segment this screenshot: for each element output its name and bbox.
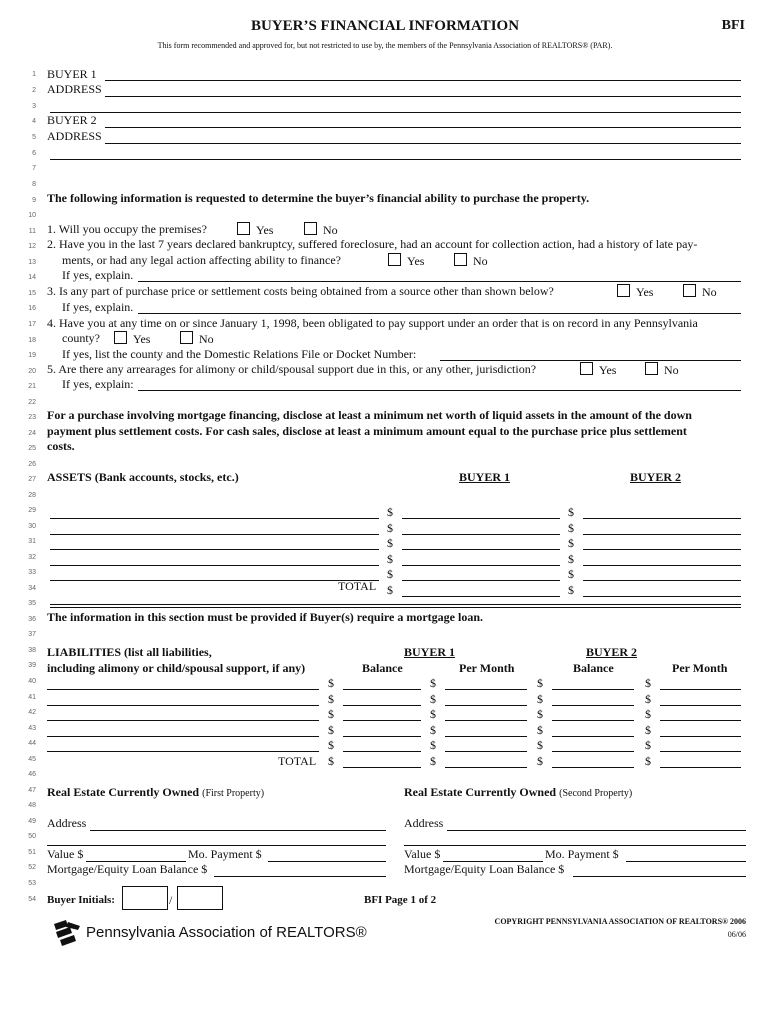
dollar-sign: $ (328, 707, 334, 721)
liability-amount-field[interactable] (660, 767, 741, 768)
line-number: 15 (28, 290, 36, 297)
dollar-sign: $ (568, 567, 574, 581)
buyer2-balance-heading: Balance (573, 661, 614, 675)
q1-yes[interactable]: Yes (237, 222, 273, 238)
buyer-initials-label: Buyer Initials: (47, 894, 115, 906)
section-divider (50, 604, 741, 605)
dollar-sign: $ (430, 738, 436, 752)
liability-amount-field[interactable] (552, 705, 634, 706)
line-number: 31 (28, 538, 36, 545)
checkbox[interactable] (388, 253, 401, 266)
dollar-sign: $ (645, 692, 651, 706)
line-number: 36 (28, 616, 36, 623)
dollar-sign: $ (430, 692, 436, 706)
liability-amount-field[interactable] (660, 689, 741, 690)
asset-description-field[interactable] (50, 534, 379, 535)
line-number: 42 (28, 709, 36, 716)
par-logo-icon (52, 920, 82, 948)
liability-description-field[interactable] (47, 705, 319, 706)
question-1: 1. Will you occupy the premises? (47, 222, 207, 236)
dollar-sign: $ (645, 676, 651, 690)
liability-amount-field[interactable] (660, 751, 741, 752)
question-3: 3. Is any part of purchase price or settlement costs being obtained from a source other than shown below? (47, 284, 554, 298)
dollar-sign: $ (568, 536, 574, 550)
q2-yes[interactable]: Yes (388, 253, 424, 269)
line-number: 37 (28, 631, 36, 638)
form-code: BFI (721, 18, 745, 33)
re1-value-label: Value $ (47, 847, 84, 861)
line-number: 19 (28, 352, 36, 359)
re1-address-field[interactable] (90, 830, 386, 831)
q3-explain-field[interactable] (138, 313, 741, 314)
asset-amount-field[interactable] (402, 596, 560, 597)
liability-amount-field[interactable] (445, 705, 527, 706)
line-number: 47 (28, 787, 36, 794)
line-number: 20 (28, 368, 36, 375)
line-number: 4 (32, 118, 36, 125)
line-number: 24 (28, 430, 36, 437)
line-number: 38 (28, 647, 36, 654)
checkbox[interactable] (454, 253, 467, 266)
question-4-docket: If yes, list the county and the Domestic Relations File or Docket Number: (62, 347, 417, 361)
liability-amount-field[interactable] (552, 767, 634, 768)
line-number: 43 (28, 725, 36, 732)
liability-amount-field[interactable] (445, 767, 527, 768)
line-number: 22 (28, 399, 36, 406)
buyer2-label: BUYER 2 (47, 113, 97, 127)
re2-address-field-2[interactable] (404, 845, 746, 846)
re2-mo-payment-field[interactable] (626, 861, 746, 862)
mortgage-required-note: The information in this section must be provided if Buyer(s) require a mortgage loan. (47, 610, 483, 624)
liability-amount-field[interactable] (343, 720, 421, 721)
dollar-sign: $ (387, 552, 393, 566)
line-number: 33 (28, 569, 36, 576)
real-estate-first-heading: Real Estate Currently Owned (First Property) (47, 785, 265, 799)
line-number: 6 (32, 150, 36, 157)
line-number: 5 (32, 134, 36, 141)
re2-address-field[interactable] (447, 830, 746, 831)
par-logo-text: Pennsylvania Association of REALTORS® (86, 924, 367, 941)
dollar-sign: $ (430, 676, 436, 690)
dollar-sign: $ (328, 738, 334, 752)
question-5: 5. Are there any arrearages for alimony or child/spousal support due in this, or any other, jurisdiction? (47, 362, 537, 376)
checkbox[interactable] (617, 284, 630, 297)
line-number: 11 (28, 228, 36, 235)
line-number: 18 (28, 337, 36, 344)
liability-amount-field[interactable] (552, 751, 634, 752)
re2-mo-payment-label: Mo. Payment $ (545, 847, 619, 861)
buyer1-initials-box[interactable] (122, 886, 168, 910)
question-2-line1: 2. Have you in the last 7 years declared bankruptcy, suffered foreclosure, had an account for collection action, had a history of late pay- (47, 237, 698, 251)
checkbox[interactable] (645, 362, 658, 375)
dollar-sign: $ (537, 707, 543, 721)
liability-amount-field[interactable] (343, 767, 421, 768)
re1-loan-field[interactable] (214, 876, 386, 877)
assets-buyer2-heading: BUYER 2 (630, 470, 682, 484)
form-date: 06/06 (727, 930, 746, 939)
dollar-sign: $ (328, 676, 334, 690)
liability-amount-field[interactable] (343, 736, 421, 737)
dollar-sign: $ (328, 723, 334, 737)
liability-amount-field[interactable] (445, 689, 527, 690)
dollar-sign: $ (537, 754, 543, 768)
dollar-sign: $ (645, 738, 651, 752)
line-number: 48 (28, 802, 36, 809)
re2-loan-field[interactable] (573, 876, 746, 877)
question-5-explain: If yes, explain: (62, 377, 134, 391)
question-4-line1: 4. Have you at any time on or since January 1, 1998, been obligated to pay support under an order that is on record in any Pennsylvania (47, 316, 698, 330)
line-number: 53 (28, 880, 36, 887)
line-number: 32 (28, 554, 36, 561)
q2-explain-field[interactable] (138, 281, 741, 282)
dollar-sign: $ (645, 754, 651, 768)
line-number: 8 (32, 181, 36, 188)
question-4-line2: county? (62, 331, 100, 345)
line-number: 44 (28, 740, 36, 747)
q5-yes[interactable]: Yes (580, 362, 616, 378)
liabilities-buyer1-heading: BUYER 1 (404, 645, 456, 659)
buyer2-field[interactable] (105, 127, 741, 128)
buyer1-address-label: ADDRESS (47, 82, 102, 96)
asset-description-field[interactable] (50, 580, 379, 581)
liability-amount-field[interactable] (660, 720, 741, 721)
checkbox[interactable] (304, 222, 317, 235)
buyer2-address-field-2[interactable] (50, 159, 741, 160)
real-estate-second-heading: Real Estate Currently Owned (Second Property) (404, 785, 633, 799)
line-number: 52 (28, 864, 36, 871)
liability-amount-field[interactable] (552, 736, 634, 737)
line-number: 54 (28, 896, 36, 903)
buyer2-per-month-heading: Per Month (672, 661, 728, 675)
dollar-sign: $ (537, 692, 543, 706)
liability-amount-field[interactable] (343, 751, 421, 752)
dollar-sign: $ (430, 707, 436, 721)
line-number: 1 (32, 71, 36, 78)
liability-amount-field[interactable] (445, 751, 527, 752)
question-3-explain: If yes, explain. (62, 300, 134, 314)
line-number: 7 (32, 165, 36, 172)
checkbox[interactable] (180, 331, 193, 344)
dollar-sign: $ (430, 754, 436, 768)
asset-amount-field[interactable] (402, 518, 560, 519)
q4-docket-field[interactable] (440, 360, 741, 361)
dollar-sign: $ (328, 754, 334, 768)
page-number: BFI Page 1 of 2 (364, 894, 437, 906)
assets-total-label: TOTAL (338, 579, 377, 593)
liability-amount-field[interactable] (552, 689, 634, 690)
dollar-sign: $ (568, 583, 574, 597)
dollar-sign: $ (568, 505, 574, 519)
dollar-sign: $ (568, 552, 574, 566)
line-number: 13 (28, 259, 36, 266)
re2-value-label: Value $ (404, 847, 441, 861)
line-number: 21 (28, 383, 36, 390)
dollar-sign: $ (387, 583, 393, 597)
q4-no[interactable]: No (180, 331, 214, 347)
line-number: 27 (28, 476, 36, 483)
initials-slash: / (169, 893, 173, 907)
buyer2-address-field[interactable] (105, 143, 741, 144)
q3-no[interactable]: No (683, 284, 717, 300)
re1-mo-payment-field[interactable] (268, 861, 386, 862)
asset-amount-field[interactable] (402, 549, 560, 550)
buyer1-address-field[interactable] (105, 96, 741, 97)
liability-description-field[interactable] (47, 736, 319, 737)
dollar-sign: $ (537, 676, 543, 690)
question-2-explain: If yes, explain. (62, 268, 134, 282)
dollar-sign: $ (387, 536, 393, 550)
asset-amount-field[interactable] (402, 534, 560, 535)
liability-amount-field[interactable] (343, 705, 421, 706)
q1-no[interactable]: No (304, 222, 338, 238)
line-number: 34 (28, 585, 36, 592)
line-number: 28 (28, 492, 36, 499)
buyer1-label: BUYER 1 (47, 67, 97, 81)
buyer1-address-field-2[interactable] (50, 112, 741, 113)
buyer2-initials-box[interactable] (177, 886, 223, 910)
line-number: 23 (28, 414, 36, 421)
line-number: 51 (28, 849, 36, 856)
dollar-sign: $ (387, 505, 393, 519)
section-divider-2 (50, 607, 741, 608)
dollar-sign: $ (387, 521, 393, 535)
asset-description-field[interactable] (50, 565, 379, 566)
line-number: 9 (32, 197, 36, 204)
line-number: 30 (28, 523, 36, 530)
buyer1-field[interactable] (105, 80, 741, 81)
dollar-sign: $ (537, 723, 543, 737)
liability-amount-field[interactable] (552, 720, 634, 721)
asset-description-field[interactable] (50, 549, 379, 550)
asset-amount-field[interactable] (583, 596, 741, 597)
liabilities-heading-2: including alimony or child/spousal support, if any) (47, 661, 306, 675)
liability-amount-field[interactable] (445, 720, 527, 721)
mortgage-note-line3: costs. (47, 439, 75, 453)
line-number: 41 (28, 694, 36, 701)
line-number: 17 (28, 321, 36, 328)
line-number: 49 (28, 818, 36, 825)
buyer1-per-month-heading: Per Month (459, 661, 515, 675)
asset-amount-field[interactable] (402, 565, 560, 566)
form-subtitle: This form recommended and approved for, but not restricted to use by, the members of the Pennsylvania Association of REALTORS® (PAR). (157, 41, 613, 50)
liability-amount-field[interactable] (343, 689, 421, 690)
line-number: 35 (28, 600, 36, 607)
liabilities-total-label: TOTAL (278, 754, 317, 768)
liability-amount-field[interactable] (445, 736, 527, 737)
line-number: 2 (32, 87, 36, 94)
assets-heading: ASSETS (Bank accounts, stocks, etc.) (47, 470, 239, 484)
line-number: 3 (32, 103, 36, 110)
asset-amount-field[interactable] (583, 580, 741, 581)
liability-description-field[interactable] (47, 751, 319, 752)
liability-amount-field[interactable] (660, 736, 741, 737)
re1-loan-label: Mortgage/Equity Loan Balance $ (47, 862, 208, 876)
question-2-line2: ments, or had any legal action affecting ability to finance? (62, 253, 342, 267)
line-number: 26 (28, 461, 36, 468)
line-number: 12 (28, 243, 36, 250)
q3-yes[interactable]: Yes (617, 284, 653, 300)
liability-description-field[interactable] (47, 720, 319, 721)
dollar-sign: $ (328, 692, 334, 706)
q5-no[interactable]: No (645, 362, 679, 378)
asset-amount-field[interactable] (583, 518, 741, 519)
line-number: 25 (28, 445, 36, 452)
liabilities-heading-1: LIABILITIES (list all liabilities, (47, 645, 212, 659)
dollar-sign: $ (430, 723, 436, 737)
intro-text: The following information is requested to determine the buyer’s financial ability to purchase the property. (47, 191, 590, 205)
dollar-sign: $ (537, 738, 543, 752)
mortgage-note-line2: payment plus settlement costs. For cash sales, disclose at least a minimum amount equal to the purchase price plus settlement (47, 424, 687, 438)
asset-amount-field[interactable] (583, 534, 741, 535)
liability-amount-field[interactable] (660, 705, 741, 706)
copyright: COPYRIGHT PENNSYLVANIA ASSOCIATION OF REALTORS® 2006 (494, 917, 746, 926)
dollar-sign: $ (645, 723, 651, 737)
asset-amount-field[interactable] (583, 565, 741, 566)
liabilities-buyer2-heading: BUYER 2 (586, 645, 638, 659)
line-number: 39 (28, 662, 36, 669)
q5-explain-field[interactable] (138, 390, 741, 391)
checkbox[interactable] (114, 331, 127, 344)
liability-description-field[interactable] (47, 689, 319, 690)
dollar-sign: $ (645, 707, 651, 721)
line-number: 46 (28, 771, 36, 778)
re2-address-label: Address (404, 816, 444, 830)
line-number: 14 (28, 274, 36, 281)
checkbox[interactable] (237, 222, 250, 235)
line-number: 45 (28, 756, 36, 763)
asset-description-field[interactable] (50, 518, 379, 519)
form-title: BUYER’S FINANCIAL INFORMATION (250, 18, 520, 34)
line-number: 50 (28, 833, 36, 840)
q2-no[interactable]: No (454, 253, 488, 269)
dollar-sign: $ (568, 521, 574, 535)
mortgage-note-line1: For a purchase involving mortgage financing, disclose at least a minimum net worth of liquid assets in the amount of the down (47, 408, 692, 422)
buyer2-address-label: ADDRESS (47, 129, 102, 143)
checkbox[interactable] (683, 284, 696, 297)
q4-yes[interactable]: Yes (114, 331, 150, 347)
line-number: 10 (28, 212, 36, 219)
re1-mo-payment-label: Mo. Payment $ (188, 847, 262, 861)
asset-amount-field[interactable] (583, 549, 741, 550)
line-number: 29 (28, 507, 36, 514)
re1-address-field-2[interactable] (47, 845, 386, 846)
re1-address-label: Address (47, 816, 87, 830)
buyer1-balance-heading: Balance (362, 661, 403, 675)
line-number: 40 (28, 678, 36, 685)
line-number: 16 (28, 305, 36, 312)
dollar-sign: $ (387, 567, 393, 581)
asset-amount-field[interactable] (402, 580, 560, 581)
checkbox[interactable] (580, 362, 593, 375)
re2-loan-label: Mortgage/Equity Loan Balance $ (404, 862, 565, 876)
assets-buyer1-heading: BUYER 1 (459, 470, 511, 484)
